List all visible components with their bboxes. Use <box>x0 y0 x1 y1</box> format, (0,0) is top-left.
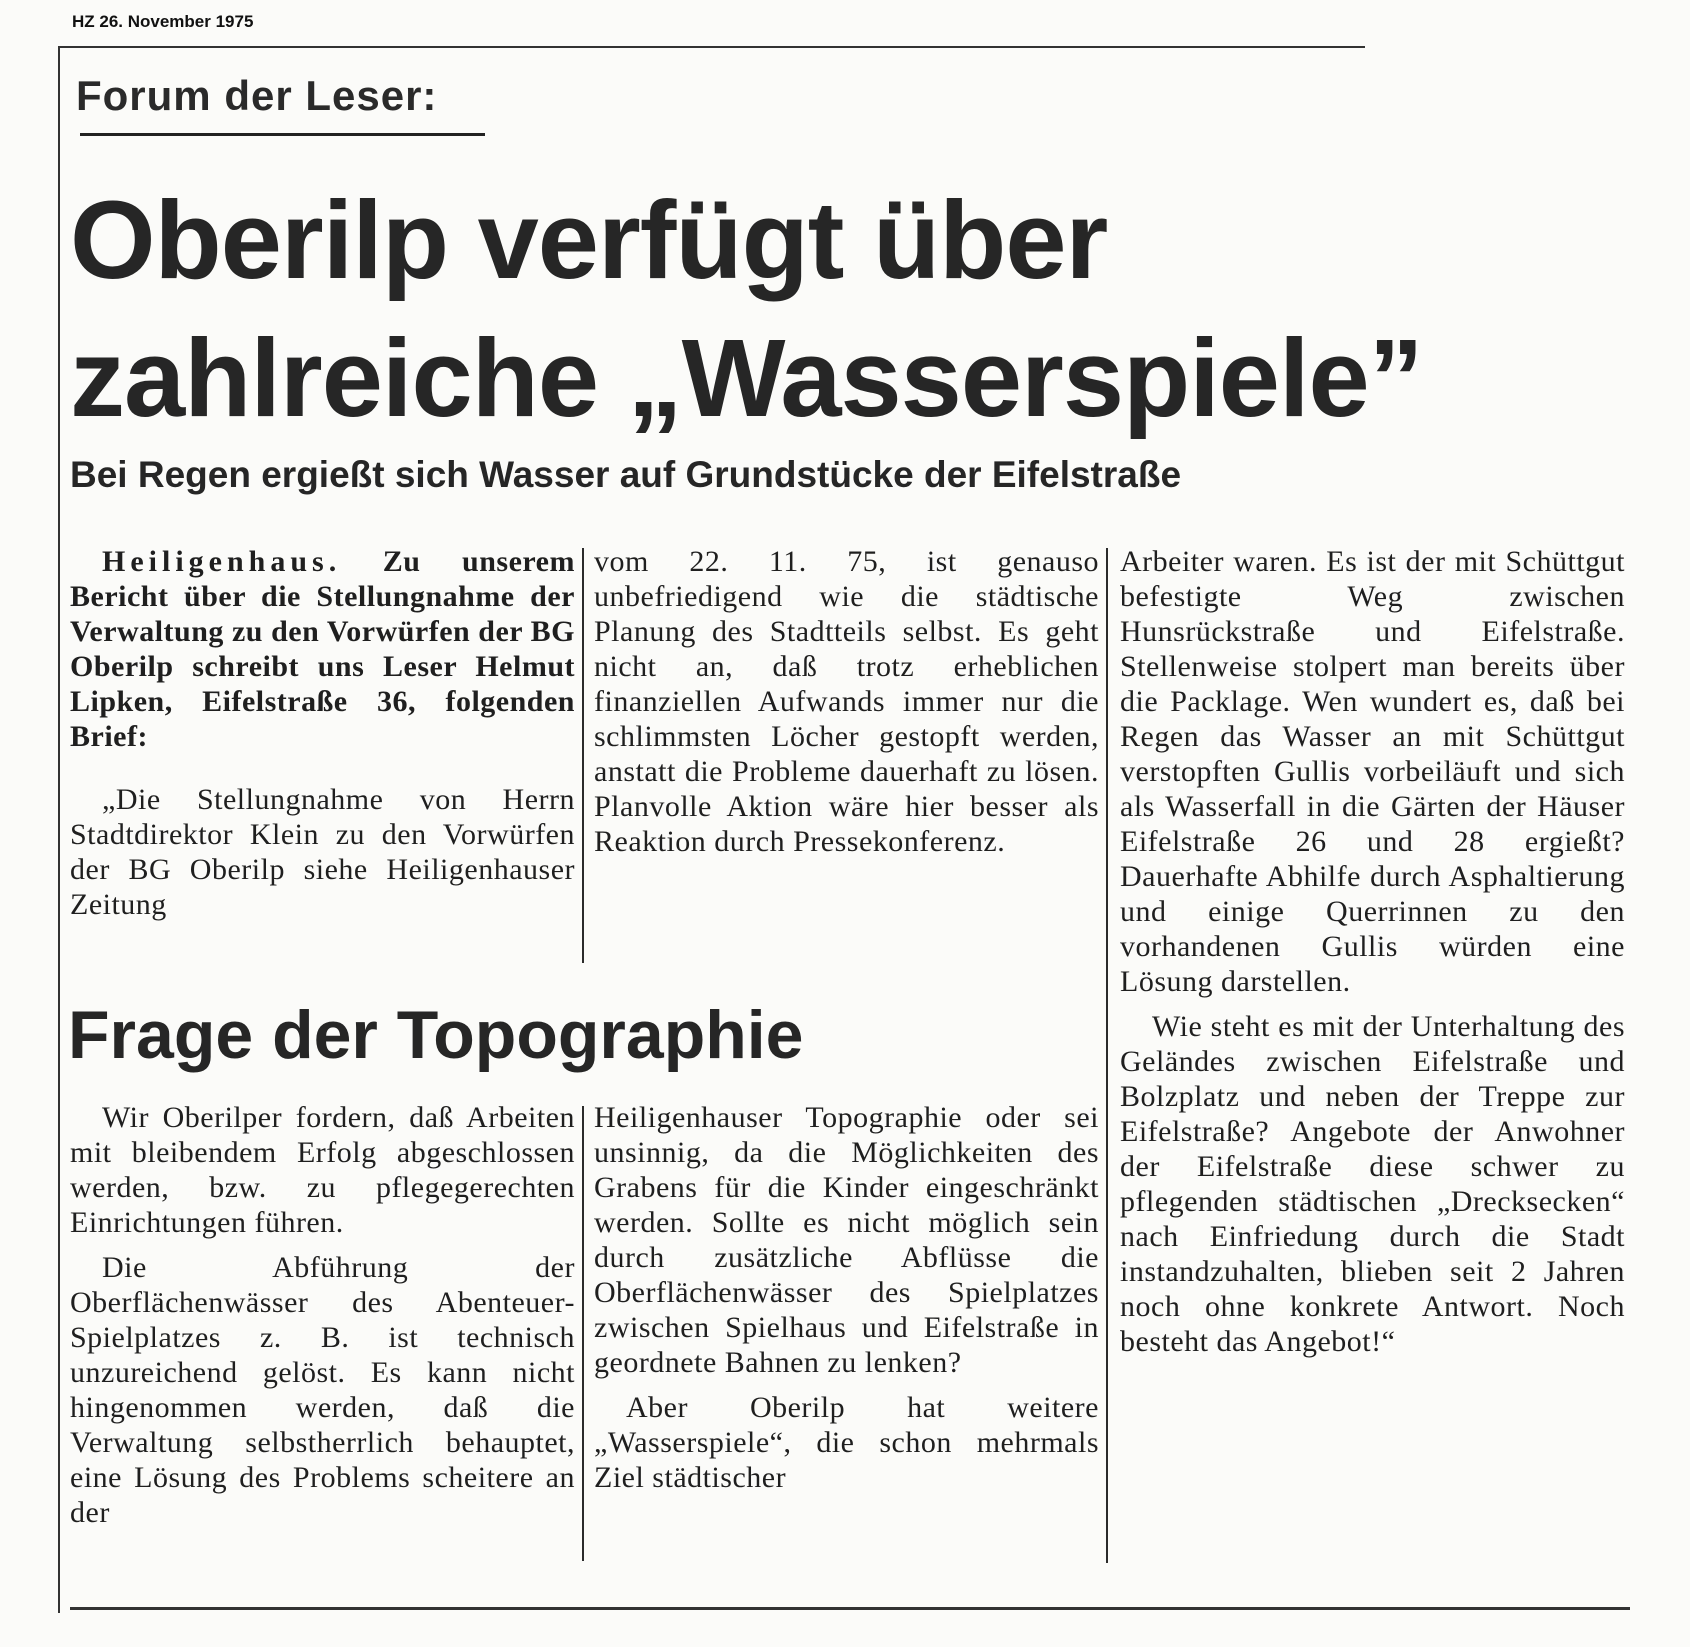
intro-paragraph <box>70 544 575 754</box>
column-1 <box>70 544 575 932</box>
column-3-paragraph-1: Arbeiter waren. Es ist der mit Schüttgut befestigte Weg zwischen Hunsrückstraße und Eifelstraße. Stellenweise stolpert man bereits über die Packlage. Wen wundert es, daß bei Regen das Wasser an mit Schüttgut verstopften Gullis vorbeiläuft und sich als Wasserfall in die Gärten der Häuser Eifelstraße 26 und 28 ergießt? Dauerhafte Abhilfe durch Asphaltierung und einige Querrinnen zu den vorhandenen Gullis würden eine Lösung darstellen. <box>1120 545 1625 998</box>
headline <box>70 172 1423 448</box>
column-divider-2 <box>1106 548 1108 1563</box>
column-3-paragraph-2: Wie steht es mit der Unterhaltung des Geländes zwischen Eifelstraße und Bolzplatz und neben der Treppe zur Eifelstraße? Angebote der Anwohner der Eifelstraße diese schwer zu pflegenden städtischen „Drecksecken“ nach Einfriedung durch die Stadt instandzuhalten, blieben seit 2 Jahren noch ohne konkrete Antwort. Noch besteht das Angebot!“ <box>1120 1010 1625 1358</box>
intro-text: Zu unserem Bericht über die Stellungnahme der Verwaltung zu den Vorwürfen der BG Oberilp schreibt uns Leser Helmut Lipken, Eifelstraße 36, folgenden Brief: <box>70 545 575 753</box>
column-5 <box>594 1100 1099 1505</box>
section-heading: Frage der Topographie <box>68 997 804 1073</box>
column-5-paragraph-2: Aber Oberilp hat weitere „Wasserspiele“, die schon mehrmals Ziel städtischer <box>594 1391 1099 1494</box>
letter-opening-paragraph: „Die Stellungnahme von Herrn Stadtdirektor Klein zu den Vorwürfen der BG Oberilp siehe Heiligenhauser Zeitung <box>70 783 575 921</box>
source-date-line: HZ 26. November 1975 <box>72 12 254 31</box>
clipping-bottom-rule <box>70 1607 1630 1610</box>
dateline: Heiligenhaus. <box>102 545 342 578</box>
column-2 <box>594 544 1099 869</box>
kicker-underline <box>80 133 485 136</box>
column-4 <box>70 1100 575 1540</box>
clipping-top-rule <box>60 46 1365 48</box>
headline-line-2: zahlreiche „Wasserspiele” <box>70 317 1423 440</box>
column-divider-3 <box>582 1106 584 1561</box>
clipping-left-rule <box>58 46 60 1613</box>
section-kicker: Forum der Leser: <box>76 72 438 119</box>
column-4-paragraph-2: Die Abführung der Oberflächenwässer des Abenteuer-Spielplatzes z. B. ist technisch unzureichend gelöst. Es kann nicht hingenommen werden, daß die Verwaltung selbstherrlich behauptet, eine Lösung des Problems scheitere an der <box>70 1251 575 1529</box>
headline-line-1: Oberilp verfügt über <box>70 179 1108 302</box>
column-divider-1 <box>582 548 584 963</box>
column-4-paragraph-1: Wir Oberilper fordern, daß Arbeiten mit bleibendem Erfolg abgeschlossen werden, bzw. zu pflegegerechten Einrichtungen führen. <box>70 1101 575 1239</box>
column-2-paragraph: vom 22. 11. 75, ist genauso unbefriedigend wie die städtische Planung des Stadtteils selbst. Es geht nicht an, daß trotz erheblichen finanziellen Aufwands immer nur die schlimmsten Löcher gestopft werden, anstatt die Probleme dauerhaft zu lösen. Planvolle Aktion wäre hier besser als Reaktion durch Pressekonferenz. <box>594 545 1099 858</box>
subheadline: Bei Regen ergießt sich Wasser auf Grundstücke der Eifelstraße <box>70 454 1182 495</box>
column-5-paragraph-1: Heiligenhauser Topographie oder sei unsinnig, da die Möglichkeiten des Grabens für die Kinder eingeschränkt werden. Sollte es nicht möglich sein durch zusätzliche Abflüsse die Oberflächenwässer des Spielplatzes zwischen Spielhaus und Eifelstraße in geordnete Bahnen zu lenken? <box>594 1101 1099 1379</box>
column-3 <box>1120 544 1625 1369</box>
